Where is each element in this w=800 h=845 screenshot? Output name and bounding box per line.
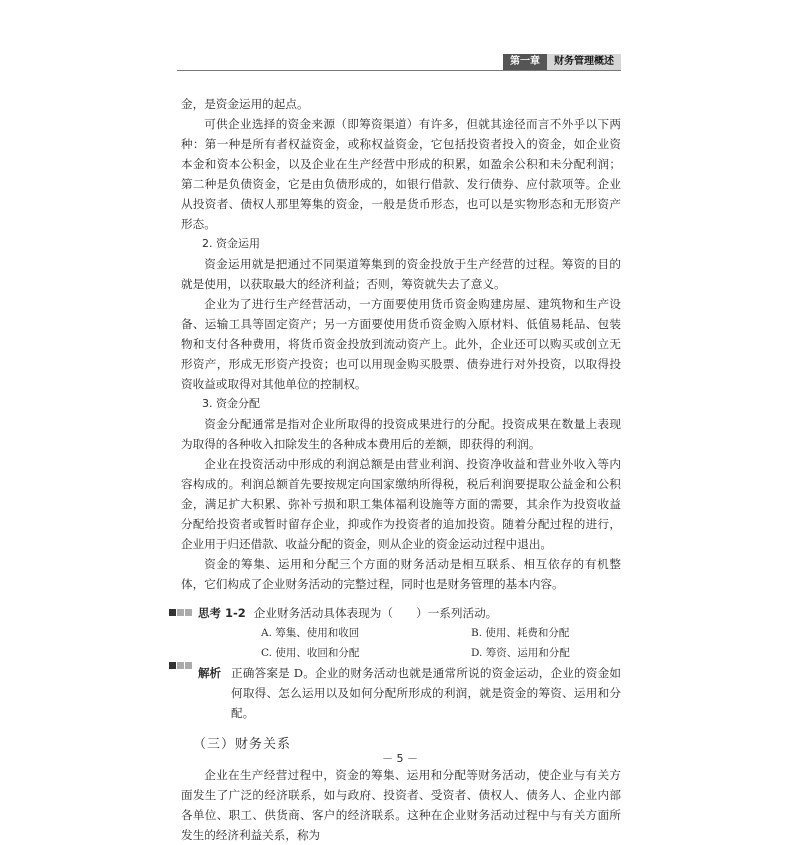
question-line [169, 603, 621, 623]
question-label: 思考 1-2 [198, 606, 246, 620]
paragraph: 企业为了进行生产经营活动，一方面要使用货币资金购建房屋、建筑物和生产设备、运输工具等固定资产；另一方面要使用货币资金购入原材料、低值易耗品、包装物和支付各种费用，将货币资金投放到流动资产上。此外，企业还可以购买或创立无形资产，形成无形资产投资；也可以用现金购买股票、债券进行对外投资，以取得投资收益或取得对其他单位的控制权。 [181, 297, 621, 391]
answer-text: 正确答案是 D。企业的财务活动也就是通常所说的资金运动，企业的资金如何取得、怎么运用以及如何分配所形成的利润，就是资金的筹资、运用和分配。 [231, 666, 621, 720]
running-header [177, 54, 621, 71]
section-heading: （三）财务关系 [193, 737, 292, 752]
answer-line [169, 663, 621, 723]
bullet-squares-icon [169, 609, 192, 616]
question-options [261, 623, 621, 663]
subheading-capital-distribution: 3. 资金分配 [202, 397, 260, 410]
think-question-box [181, 603, 621, 723]
bullet-squares-icon [169, 662, 192, 722]
question-text: 企业财务活动具体表现为（ ）一系列活动。 [253, 606, 498, 620]
page-content [181, 94, 621, 845]
paragraph: 资金运用就是把通过不同渠道筹集到的资金投放于生产经营的过程。筹资的目的就是使用，以获取最大的经济利益；否则，筹资就失去了意义。 [181, 257, 621, 291]
option-b: B. 使用、耗费和分配 [471, 627, 570, 639]
paragraph: 企业在投资活动中形成的利润总额是由营业利润、投资净收益和营业外收入等内容构成的。利润总额首先要按规定向国家缴纳所得税，税后利润要提取公益金和公积金，满足扩大积累、弥补亏损和职工集体福利设施等方面的需要，其余作为投资收益分配给投资者或暂时留存企业，抑或作为投资者的追加投资。随着分配过程的进行，企业用于归还借款、收益分配的资金，则从企业的资金运动过程中退出。 [181, 457, 621, 551]
paragraph: 企业在生产经营过程中，资金的筹集、运用和分配等财务活动，使企业与有关方面发生了广泛的经济联系，如与政府、投资者、受资者、债权人、债务人、企业内部各单位、职工、供货商、客户的经济联系。这种在企业财务活动过程中与有关方面所发生的经济利益关系，称为 [181, 768, 621, 842]
option-a: A. 筹集、使用和收回 [261, 627, 360, 639]
paragraph: 资金的筹集、运用和分配三个方面的财务活动是相互联系、相互依存的有机整体，它们构成了企业财务活动的完整过程，同时也是财务管理的基本内容。 [181, 557, 621, 591]
chapter-tab [503, 54, 621, 70]
option-d: D. 筹资、运用和分配 [471, 647, 570, 659]
paragraph: 可供企业选择的资金来源（即筹资渠道）有许多，但就其途径而言不外乎以下两种：第一种是所有者权益资金，或称权益资金，它包括投资者投入的资金，如企业资本金和资本公积金，以及企业在生产经营中形成的积累，如盈余公积和未分配利润；第二种是负债资金，它是由负债形成的，如银行借款、发行债券、应付款项等。企业从投资者、债权人那里筹集的资金，一般是货币形态，也可以是实物形态和无形资产形态。 [181, 117, 621, 231]
paragraph: 金，是资金运用的起点。 [181, 97, 309, 111]
chapter-title: 财务管理概述 [547, 54, 621, 70]
option-c: C. 使用、收回和分配 [261, 647, 360, 659]
answer-label: 解析 [198, 666, 221, 680]
paragraph: 资金分配通常是指对企业所取得的投资成果进行的分配。投资成果在数量上表现为取得的各种收入扣除发生的各种成本费用后的差额，即获得的利润。 [181, 417, 621, 451]
page-number: － 5 － [382, 752, 418, 765]
subheading-capital-use: 2. 资金运用 [202, 237, 260, 250]
chapter-number: 第一章 [503, 54, 547, 70]
